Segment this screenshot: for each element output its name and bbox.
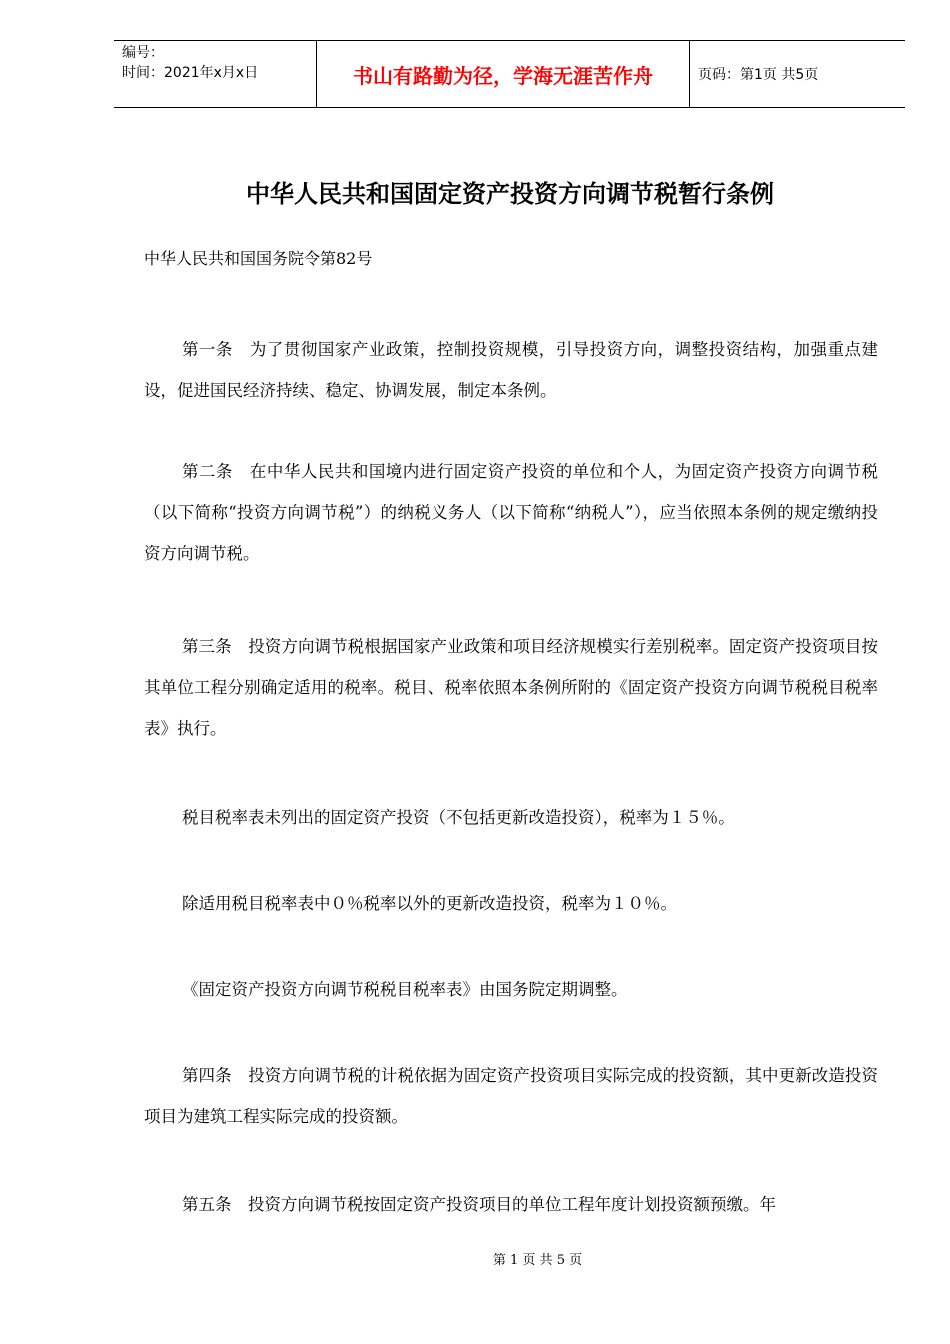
number-label: 编号：: [122, 45, 164, 61]
paragraph-table-adjust: 《固定资产投资方向调节税税目税率表》由国务院定期调整。: [181, 980, 628, 999]
time-label: 时间：2021年x月x日: [122, 65, 259, 81]
paragraph-article-4: 第四条 投资方向调节税的计税依据为固定资产投资项目实际完成的投资额，其中更新改造投资项目为建筑工程实际完成的投资额。: [144, 1066, 878, 1126]
header-motto: 书山有路勤为径，学海无涯苦作舟: [316, 41, 690, 107]
paragraph-article-1: 第一条 为了贯彻国家产业政策，控制投资规模，引导投资方向，调整投资结构，加强重点建设，促进国民经济持续、稳定、协调发展，制定本条例。: [144, 340, 878, 400]
paragraph-article-2: 第二条 在中华人民共和国境内进行固定资产投资的单位和个人，为固定资产投资方向调节税（以下简称“投资方向调节税”）的纳税义务人（以下简称“纳税人”），应当依照本条例的规定缴纳投资方向调节税。: [144, 462, 878, 563]
header-meta: [114, 41, 316, 107]
paragraph-article-5: 第五条 投资方向调节税按固定资产投资项目的单位工程年度计划投资额预缴。年: [181, 1195, 776, 1214]
header-table: [114, 40, 905, 108]
page-footer: 第 1 页 共 5 页: [492, 1253, 583, 1268]
paragraph-rate-15: 税目税率表未列出的固定资产投资（不包括更新改造投资），税率为１５％。: [181, 808, 735, 827]
paragraph-article-3: 第三条 投资方向调节税根据国家产业政策和项目经济规模实行差别税率。固定资产投资项目按其单位工程分别确定适用的税率。税目、税率依照本条例所附的《固定资产投资方向调节税税目税率表》执行。: [144, 637, 878, 738]
document-title: 中华人民共和国固定资产投资方向调节税暂行条例: [246, 180, 774, 208]
paragraph-rate-10: 除适用税目税率表中０％税率以外的更新改造投资，税率为１０％。: [181, 894, 677, 913]
header-page-info: 页码：第1页 共5页: [698, 67, 819, 83]
decree-number: 中华人民共和国国务院令第82号: [144, 249, 373, 268]
